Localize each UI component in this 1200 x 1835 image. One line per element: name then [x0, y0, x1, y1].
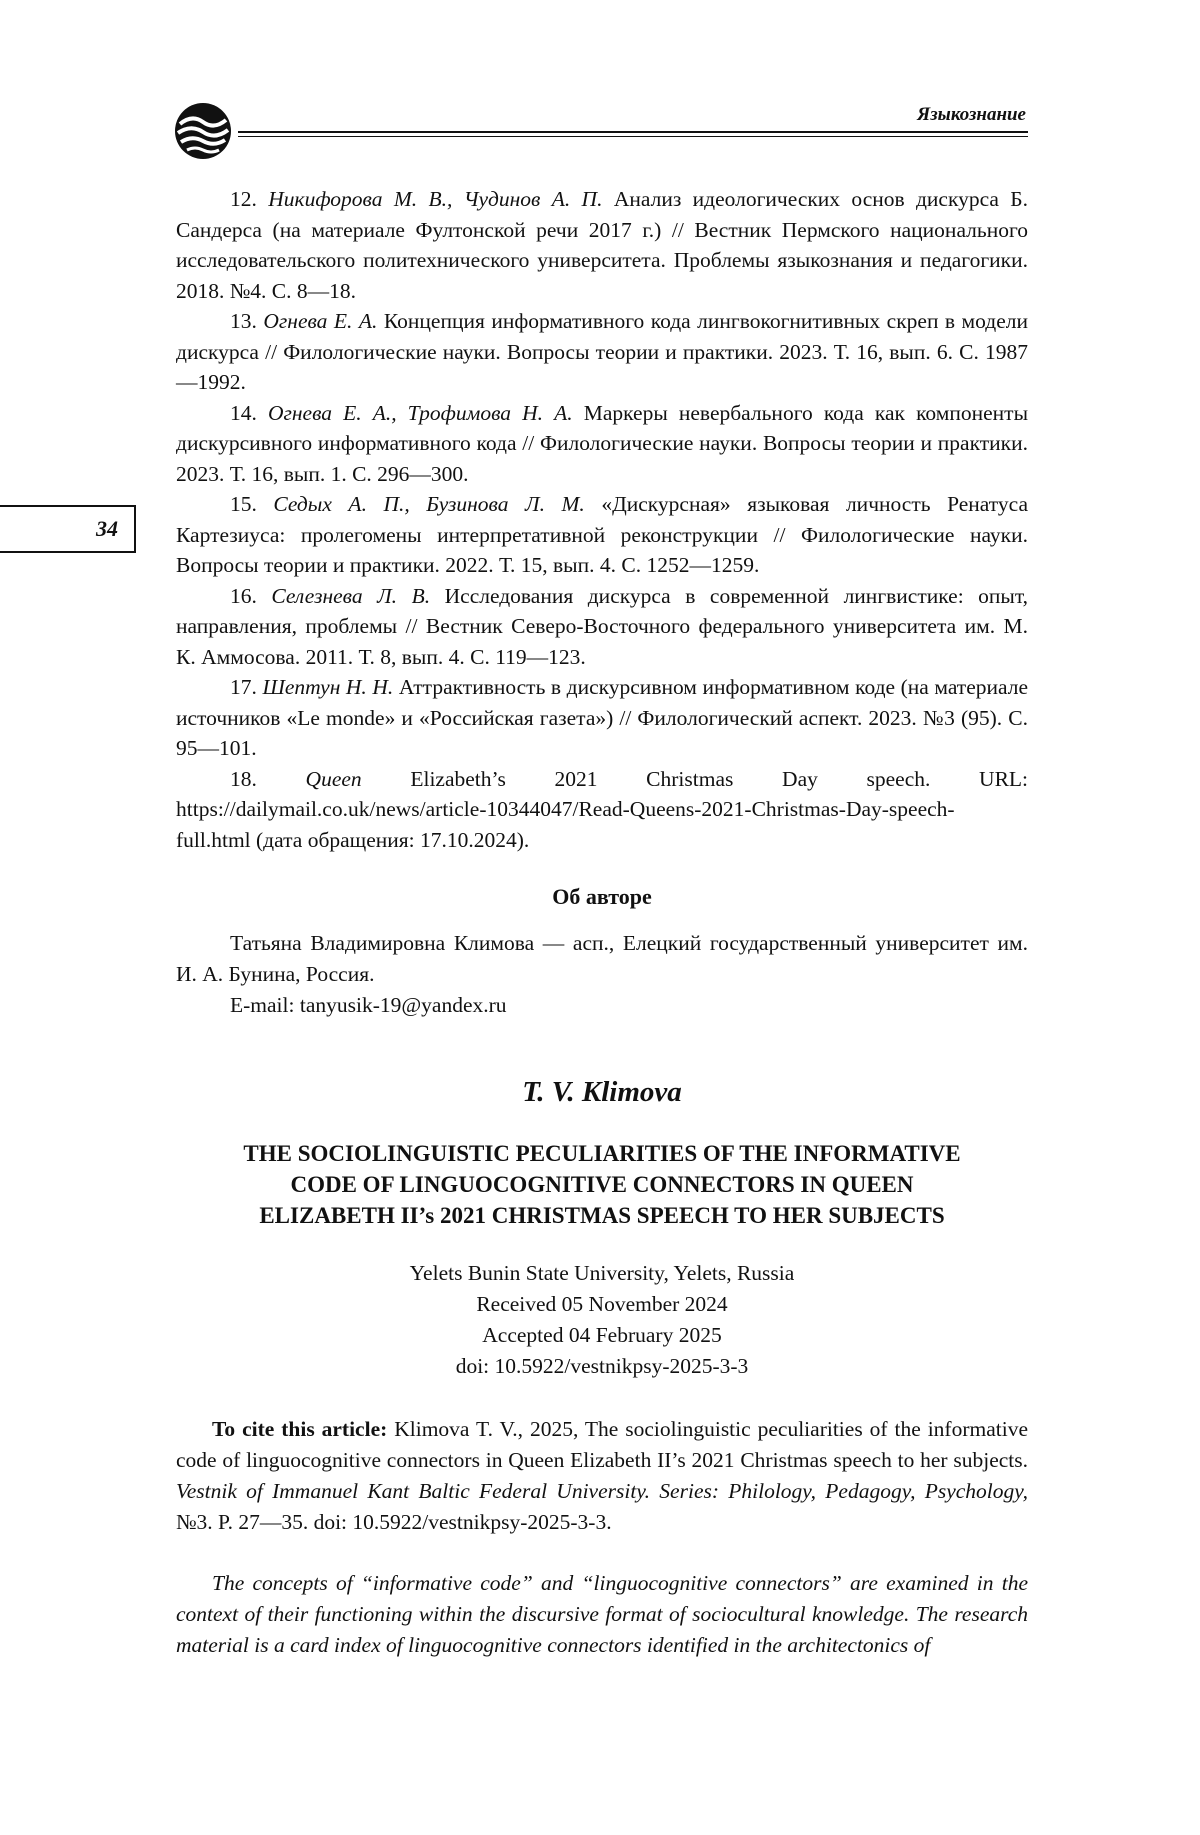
title-line: THE SOCIOLINGUISTIC PECULIARITIES OF THE INFORMATIVE [243, 1141, 961, 1166]
english-title [176, 1138, 1028, 1231]
reference-item: 16. Селезнева Л. В. Исследования дискурса в современной лингвистике: опыт, направления, проблемы // Вестник Северо-Восточного федерального университета им. М. К. Аммосова. 2011. Т. 8, вып. 4. С. 119—123. [176, 583, 1029, 669]
reference-list [176, 184, 1028, 855]
author-bio: Татьяна Владимировна Климова — асп., Елецкий государственный университет им. И. А. Бунина, Россия. [176, 931, 1028, 986]
received-date: Received 05 November 2024 [476, 1292, 728, 1316]
doi: doi: 10.5922/vestnikpsy-2025-3-3 [455, 1354, 749, 1378]
affiliation: Yelets Bunin State University, Yelets, Russia [409, 1261, 795, 1285]
about-heading: Об авторе [552, 884, 652, 909]
header-rule-thin [238, 136, 1028, 137]
author-email: E-mail: tanyusik-19@yandex.ru [230, 993, 507, 1017]
cite-label: To cite this article: [212, 1417, 388, 1441]
article-meta [176, 1258, 1028, 1382]
title-line: ELIZABETH II’s 2021 CHRISTMAS SPEECH TO HER SUBJECTS [259, 1203, 945, 1228]
accepted-date: Accepted 04 February 2025 [482, 1323, 722, 1347]
citation-block [176, 1414, 1028, 1538]
reference-item: 14. Огнева Е. А., Трофимова Н. А. Маркеры невербального кода как компоненты дискурсивного информативного кода // Филологические науки. Вопросы теории и практики. 2023. Т. 16, вып. 1. С. 296—300. [176, 400, 1029, 486]
cite-journal: Vestnik of Immanuel Kant Baltic Federal University. Series: Philology, Pedagogy, Psychology, [176, 1479, 1028, 1503]
about-author [176, 928, 1028, 1021]
english-author: T. V. Klimova [522, 1076, 682, 1108]
page-number: 34 [96, 516, 118, 541]
reference-item: 12. Никифорова М. В., Чудинов А. П. Анализ идеологических основ дискурса Б. Сандерса (на материале Фултонской речи 2017 г.) // Вестник Пермского национального исследовательского политехнического университета. Проблемы языкознания и педагогики. 2018. №4. С. 8—18. [176, 187, 1029, 303]
section-title: Языкознание [917, 104, 1026, 125]
page-number-tab [0, 505, 136, 553]
abstract-text: The concepts of “informative code” and “linguocognitive connectors” are examined in the context of their functioning within the discursive format of sociocultural knowledge. The research material is a card index of linguocognitive connectors identified in the architectonics of [176, 1571, 1028, 1657]
reference-item: 18. Queen Elizabeth’s 2021 Christmas Day speech. URL: https://dailymail.co.uk/news/article-10344047/Read-Queens-2021-Christmas-Day-speech-full.html (дата обращения: 17.10.2024). [176, 766, 1029, 852]
reference-item: 15. Седых А. П., Бузинова Л. М. «Дискурсная» языковая личность Ренатуса Картезиуса: пролегомены интерпретативной реконструкции // Филологические науки. Вопросы теории и практики. 2022. Т. 15, вып. 4. С. 1252—1259. [176, 492, 1028, 577]
journal-logo-icon [172, 100, 234, 162]
header-rule [238, 131, 1028, 133]
abstract [176, 1568, 1028, 1661]
reference-item: 13. Огнева Е. А. Концепция информативного кода лингвокогнитивных скреп в модели дискурса // Филологические науки. Вопросы теории и практики. 2023. Т. 16, вып. 6. С. 1987—1992. [176, 309, 1029, 394]
reference-item: 17. Шептун Н. Н. Аттрактивность в дискурсивном информативном коде (на материале источников «Le monde» и «Российская газета») // Филологический аспект. 2023. №3 (95). С. 95—101. [176, 675, 1029, 760]
title-line: CODE OF LINGUOCOGNITIVE CONNECTORS IN QUEEN [290, 1172, 914, 1197]
citation-text: To cite this article: Klimova T. V., 2025, The sociolinguistic peculiarities of the informative code of linguocognitive connectors in Queen Elizabeth II’s 2021 Christmas speech to her subjects. Vestnik of Immanuel Kant Baltic Federal University. Series: Philology, Pedagogy, Psychology, №3. P. 27—35. doi: 10.5922/vestnikpsy-2025-3-3. [176, 1417, 1028, 1534]
